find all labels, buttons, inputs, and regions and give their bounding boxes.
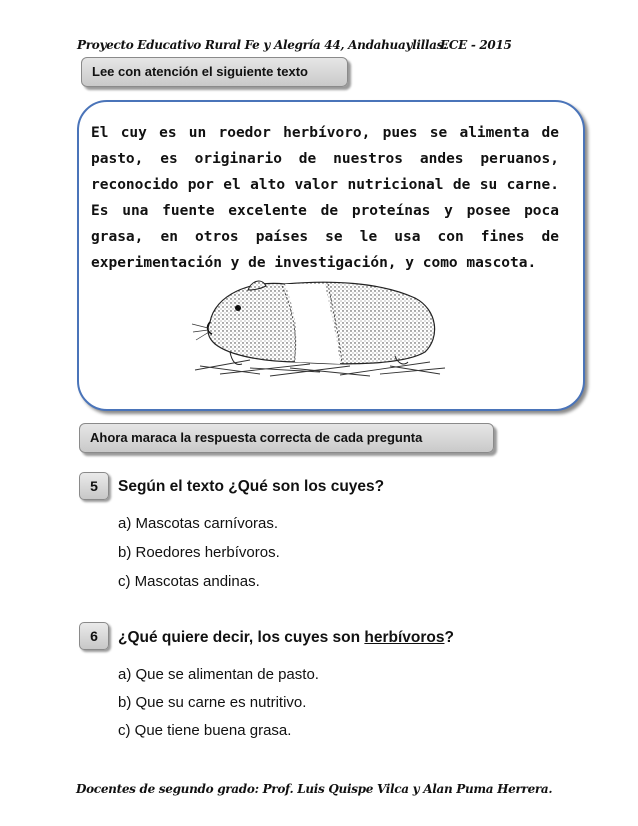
reading-text: El cuy es un roedor herbívoro, pues se alimenta de pasto, es originario de nuestros andes peruanos, reconocido por el alto valor nutricional de su carne. Es una fuente excelente de proteínas y posee poca grasa, en otros países se le usa con fines de experimentación y de investigación, y como mascota.: [91, 125, 559, 271]
header-exam-label: ECE - 2015: [440, 38, 512, 52]
answer-instruction-banner: Ahora maraca la respuesta correcta de cada pregunta: [79, 423, 494, 453]
question-6-option-c[interactable]: c) Que tiene buena grasa.: [118, 722, 292, 739]
question-5-option-a[interactable]: a) Mascotas carnívoras.: [118, 515, 279, 532]
question-6-option-b[interactable]: b) Que su carne es nutritivo.: [118, 694, 307, 711]
question-6-option-a[interactable]: a) Que se alimentan de pasto.: [118, 666, 319, 683]
guinea-pig-illustration: [190, 270, 450, 380]
question-6-text-after: ?: [444, 629, 454, 646]
question-6-underlined-word: herbívoros: [364, 629, 445, 646]
question-5-option-c[interactable]: c) Mascotas andinas.: [118, 573, 260, 590]
question-6-text: [118, 629, 454, 647]
question-5-number: 5: [79, 472, 109, 500]
header-project-title: Proyecto Educativo Rural Fe y Alegría 44, Andahuaylillas.: [77, 38, 447, 52]
question-6-text-before: ¿Qué quiere decir, los cuyes son: [118, 629, 365, 646]
footer-teachers: Docentes de segundo grado: Prof. Luis Quispe Vilca y Alan Puma Herrera.: [76, 782, 553, 796]
question-6-number: 6: [79, 622, 109, 650]
question-5-text: Según el texto ¿Qué son los cuyes?: [118, 478, 385, 495]
reading-instruction-banner: Lee con atención el siguiente texto: [81, 57, 348, 87]
question-5-option-b[interactable]: b) Roedores herbívoros.: [118, 544, 280, 561]
